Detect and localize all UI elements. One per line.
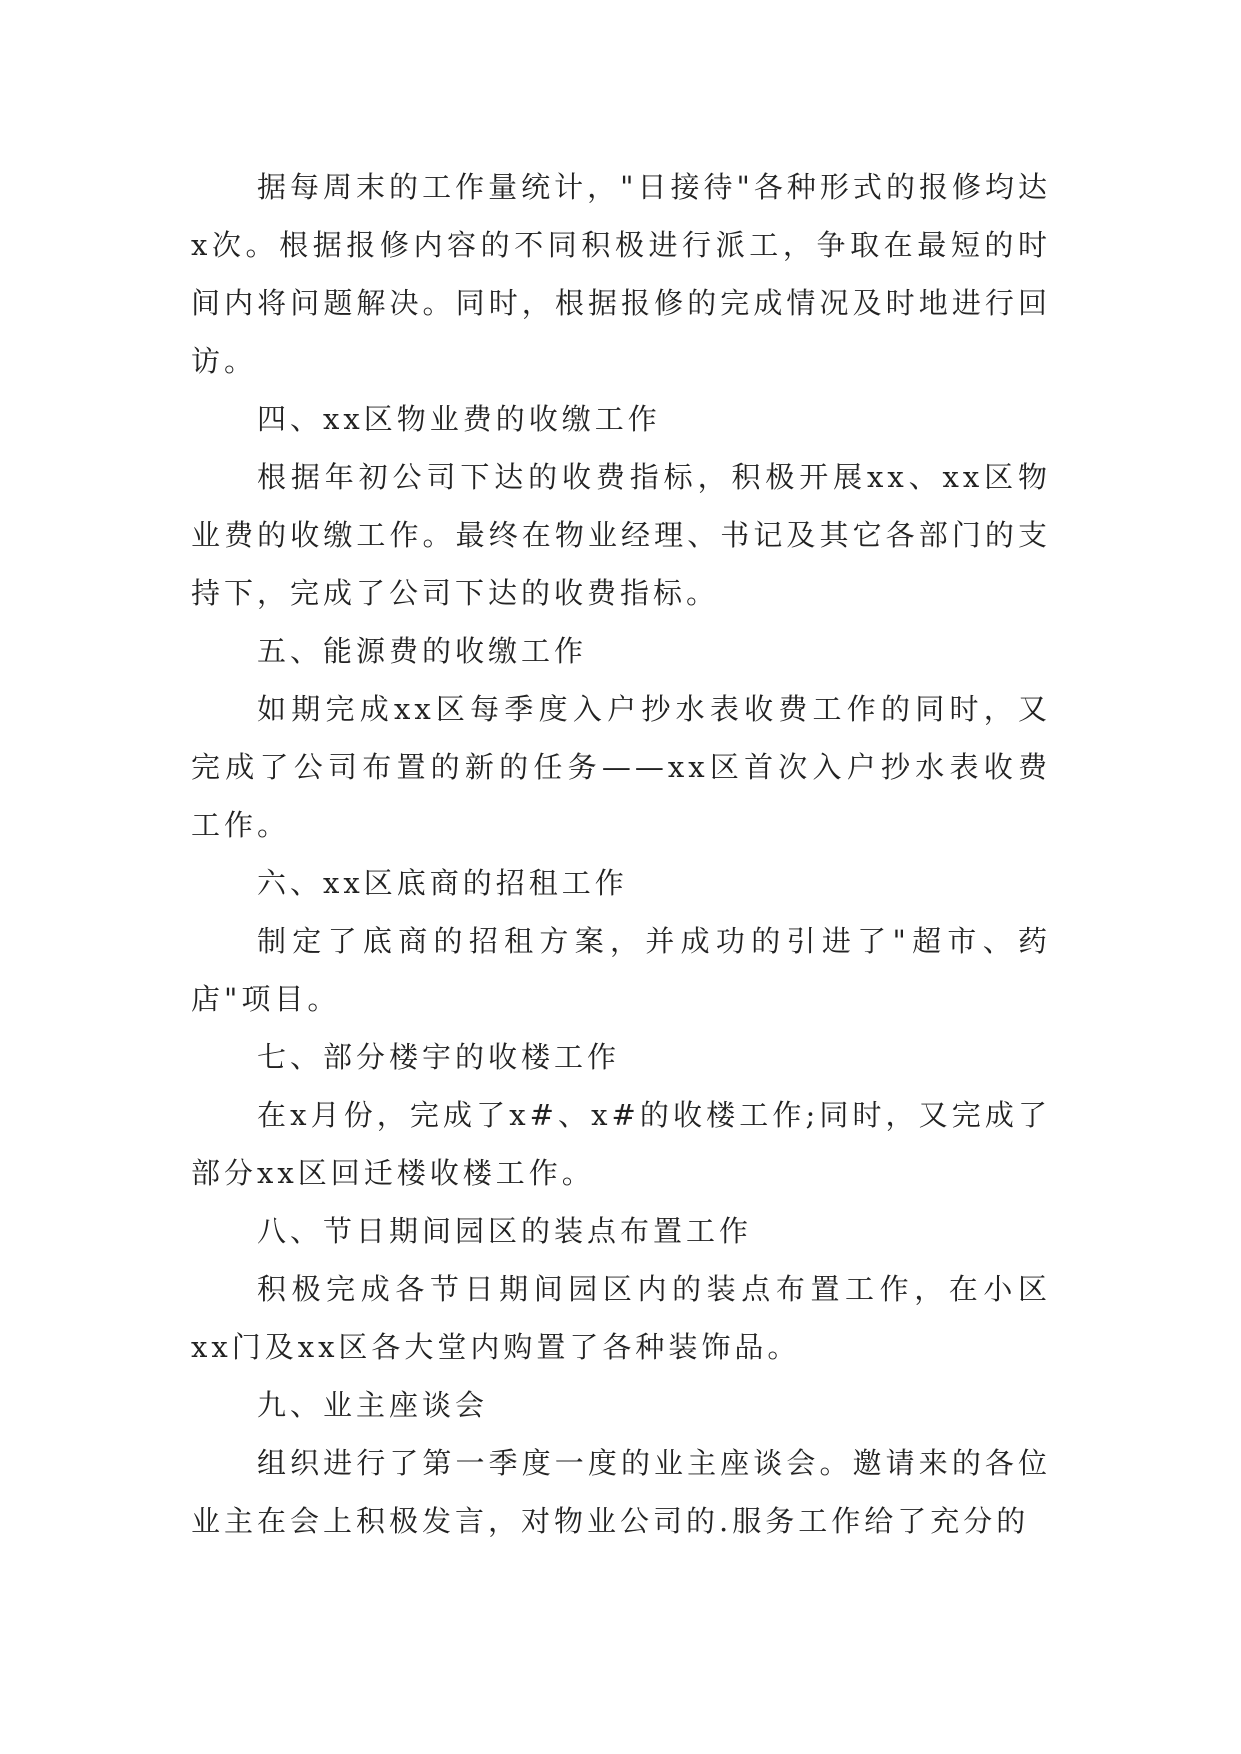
section-heading-7: 七、部分楼宇的收楼工作 xyxy=(257,1040,621,1074)
paragraph-handover: 在x月份，完成了x#、x#的收楼工作;同时，又完成了部分xx区回迁楼收楼工作。 xyxy=(191,1098,1051,1190)
paragraph-decoration: 积极完成各节日期间园区内的装点布置工作，在小区xx门及xx区各大堂内购置了各种装饰品。 xyxy=(191,1272,1051,1364)
paragraph-repair-stats: 据每周末的工作量统计，"日接待"各种形式的报修均达x次。根据报修内容的不同积极进行派工，争取在最短的时间内将问题解决。同时，根据报修的完成情况及时地进行回访。 xyxy=(191,170,1051,378)
section-heading-4: 四、xx区物业费的收缴工作 xyxy=(257,402,661,436)
section-heading-6: 六、xx区底商的招租工作 xyxy=(257,866,628,900)
section-heading-8: 八、节日期间园区的装点布置工作 xyxy=(257,1214,753,1248)
section-heading-5: 五、能源费的收缴工作 xyxy=(257,634,588,668)
paragraph-energy-fee: 如期完成xx区每季度入户抄水表收费工作的同时，又完成了公司布置的新的任务——xx区首次入户抄水表收费工作。 xyxy=(191,692,1051,842)
paragraph-leasing: 制定了底商的招租方案，并成功的引进了"超市、药店"项目。 xyxy=(191,924,1051,1016)
section-heading-9: 九、业主座谈会 xyxy=(257,1388,489,1422)
paragraph-owner-meeting: 组织进行了第一季度一度的业主座谈会。邀请来的各位业主在会上积极发言，对物业公司的.服务工作给了充分的 xyxy=(191,1446,1051,1538)
document-body xyxy=(191,158,1051,1550)
paragraph-property-fee: 根据年初公司下达的收费指标，积极开展xx、xx区物业费的收缴工作。最终在物业经理、书记及其它各部门的支持下，完成了公司下达的收费指标。 xyxy=(191,460,1051,610)
